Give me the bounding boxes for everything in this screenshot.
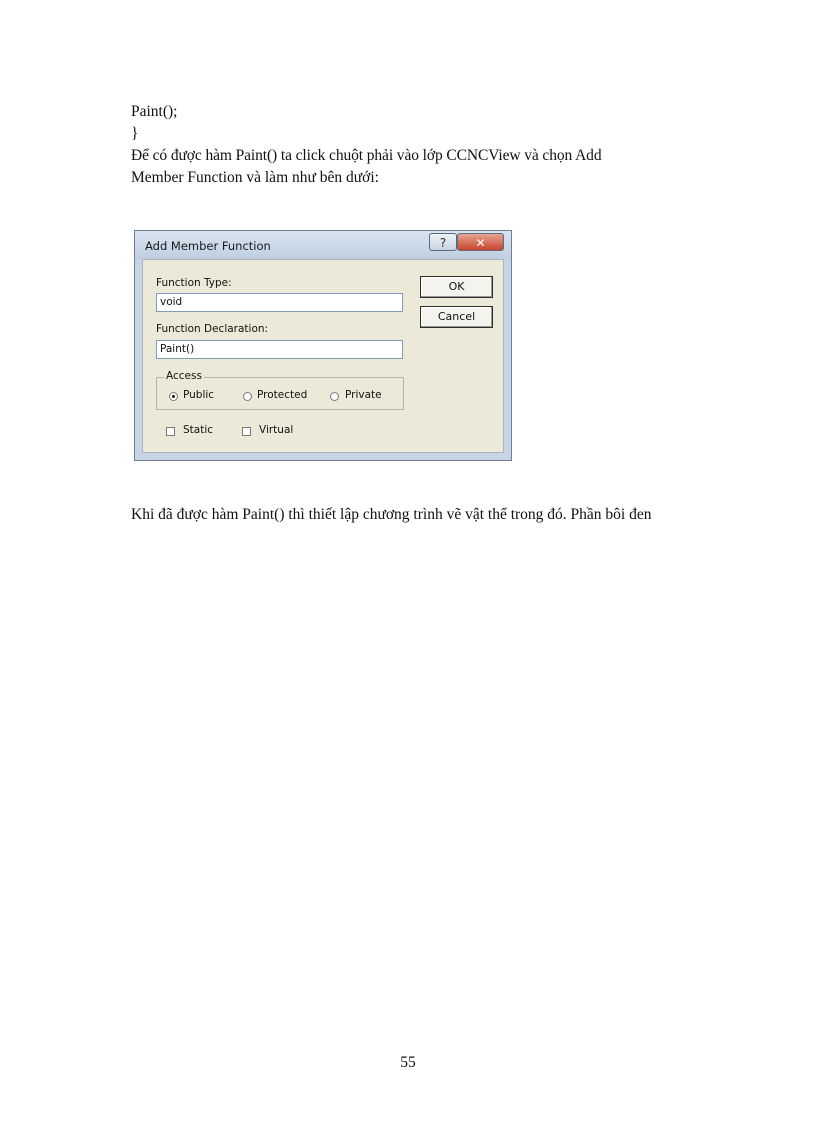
ok-button[interactable]: OK (420, 276, 493, 298)
dialog-client-area (142, 259, 504, 453)
cancel-button[interactable]: Cancel (420, 306, 493, 328)
body-paragraph-after-dialog: Khi đã được hàm Paint() thì thiết lập chương trình vẽ vật thể trong đó. Phần bôi đen (131, 506, 652, 523)
static-checkbox-label: Static (183, 424, 214, 436)
radio-private[interactable] (330, 392, 339, 401)
close-icon: ✕ (475, 236, 486, 250)
function-type-input[interactable]: void (156, 293, 403, 312)
add-member-function-dialog (134, 230, 512, 461)
code-line-brace: } (131, 125, 139, 142)
dialog-titlebar (135, 231, 511, 259)
page-number: 55 (400, 1054, 416, 1071)
radio-private-label: Private (345, 389, 382, 401)
function-declaration-label: Function Declaration: (156, 323, 269, 335)
virtual-checkbox-label: Virtual (259, 424, 294, 436)
radio-protected[interactable] (243, 392, 252, 401)
dialog-title: Add Member Function (145, 239, 271, 253)
access-group-label: Access (166, 370, 202, 382)
static-checkbox[interactable] (166, 427, 175, 436)
function-declaration-input[interactable]: Paint() (156, 340, 403, 359)
virtual-checkbox[interactable] (242, 427, 251, 436)
body-paragraph-line-1: Để có được hàm Paint() ta click chuột phải vào lớp CCNCView và chọn Add (131, 147, 602, 164)
radio-public[interactable] (169, 392, 178, 401)
body-paragraph-line-2: Member Function và làm như bên dưới: (131, 169, 379, 186)
radio-protected-label: Protected (257, 389, 308, 401)
close-button[interactable] (457, 233, 504, 251)
code-line-paint: Paint(); (131, 103, 178, 120)
access-group (156, 370, 404, 410)
function-type-label: Function Type: (156, 277, 232, 289)
radio-public-label: Public (183, 389, 215, 401)
help-button[interactable] (429, 233, 457, 251)
help-icon: ? (439, 236, 447, 250)
